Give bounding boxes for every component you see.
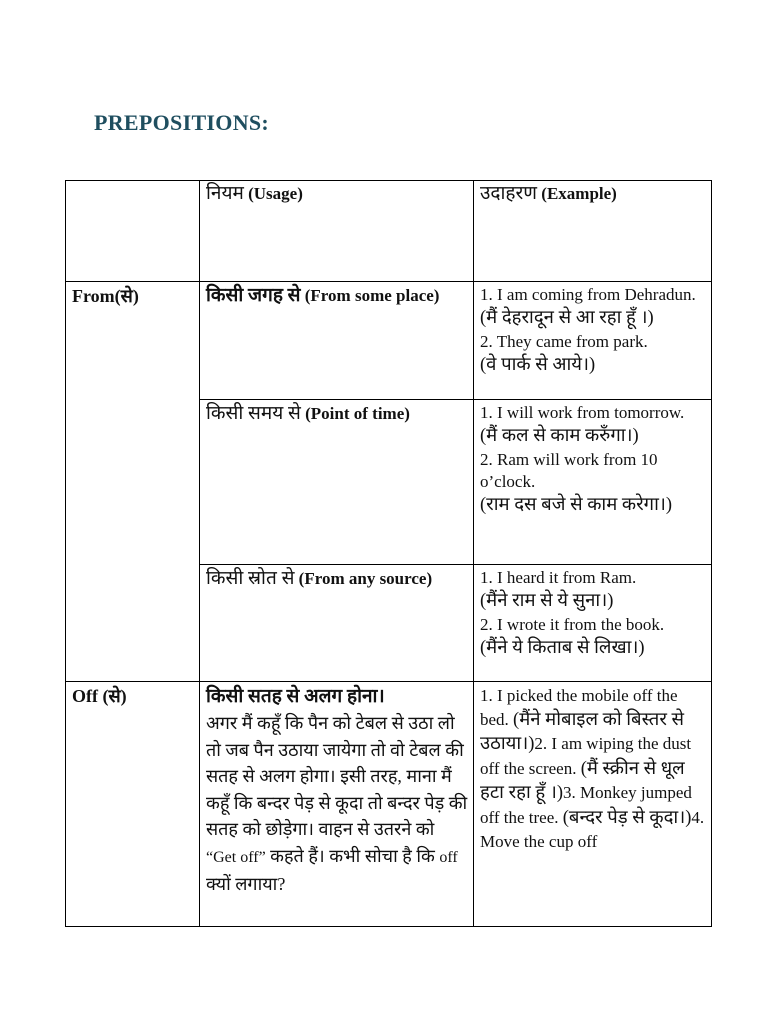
header-example-en: (Example)	[541, 184, 617, 203]
rule-off-title: किसी सतह से अलग होना।	[206, 686, 385, 707]
example-line: 2. They came from park.	[480, 332, 648, 351]
rule-hi: किसी जगह से	[206, 285, 301, 306]
example-line: (मैं कल से काम करुँगा।)	[480, 426, 639, 446]
preposition-off-label: Off (से)	[72, 686, 127, 706]
header-usage-hi: नियम	[206, 183, 244, 204]
example-cell	[474, 282, 712, 400]
example-line: 4. Move the cup off	[480, 807, 705, 851]
example-line: (बन्दर पेड़ से कूदा।)	[562, 807, 692, 828]
header-empty-cell	[66, 181, 200, 282]
rule-cell	[200, 400, 474, 565]
example-cell	[474, 400, 712, 565]
prepositions-table	[65, 180, 712, 927]
example-line: 1. I will work from tomorrow.	[480, 403, 685, 422]
header-usage-en: (Usage)	[248, 184, 303, 203]
example-line: 2. Ram will work from 10 o’clock.	[480, 450, 658, 491]
example-line: 1. I picked the mobile off the bed.	[480, 686, 678, 729]
header-example-hi: उदाहरण	[480, 183, 538, 204]
rule-off-quote: “Get off”	[206, 848, 266, 866]
preposition-from-cell	[66, 282, 200, 682]
example-line: (मैंने मोबाइल को बिस्तर से उठाया।)	[480, 709, 685, 754]
rule-en: (Point of time)	[305, 404, 410, 423]
rule-off-body	[206, 710, 468, 898]
table-row	[66, 682, 712, 927]
example-line: 1. I am coming from Dehradun.	[480, 285, 696, 304]
example-line: (मैं देहरादून से आ रहा हूँ ।)	[480, 308, 654, 328]
rule-hi: किसी स्रोत से	[206, 568, 295, 589]
example-line: 2. I wrote it from the book.	[480, 615, 665, 634]
rule-cell	[200, 682, 474, 927]
rule-off-text: अगर मैं कहूँ कि पैन को टेबल से उठा लो तो जब पैन उठाया जायेगा तो वो टेबल की सतह से अलग होगा। इसी तरह, माना मैं कहूँ कि बन्दर पेड़ से कूदा तो बन्दर पेड़ की सतह को छोड़ेगा। वाहन से उतरने को	[206, 713, 468, 839]
example-cell	[474, 565, 712, 682]
table-row	[66, 282, 712, 400]
header-example-cell	[474, 181, 712, 282]
example-line: 3. Monkey jumped off the tree.	[480, 783, 692, 827]
rule-hi: किसी समय से	[206, 403, 301, 424]
example-cell	[474, 682, 712, 927]
page-title: PREPOSITIONS:	[94, 110, 270, 135]
rule-off-text: क्यों लगाया?	[206, 874, 286, 894]
rule-en: (From any source)	[298, 569, 433, 588]
example-line: (वे पार्क से आये।)	[480, 355, 596, 375]
rule-cell	[200, 565, 474, 682]
example-line: (राम दस बजे से काम करेगा।)	[480, 495, 673, 515]
example-line: (मैंने राम से ये सुना।)	[480, 591, 614, 611]
example-line: 2. I am wiping the dust off the screen.	[480, 734, 692, 778]
preposition-off-cell	[66, 682, 200, 927]
table-header-row	[66, 181, 712, 282]
rule-off-word: off	[439, 848, 458, 866]
header-usage-cell	[200, 181, 474, 282]
example-line: (मैंने ये किताब से लिखा।)	[480, 638, 645, 658]
example-line: 1. I heard it from Ram.	[480, 568, 637, 587]
rule-off-text: कहते हैं। कभी सोचा है कि	[265, 845, 440, 866]
preposition-from-label: From(से)	[72, 286, 139, 306]
rule-cell	[200, 282, 474, 400]
rule-en: (From some place)	[304, 286, 440, 305]
example-line: (मैं स्क्रीन से धूल हटा रहा हूँ ।)	[480, 758, 685, 803]
